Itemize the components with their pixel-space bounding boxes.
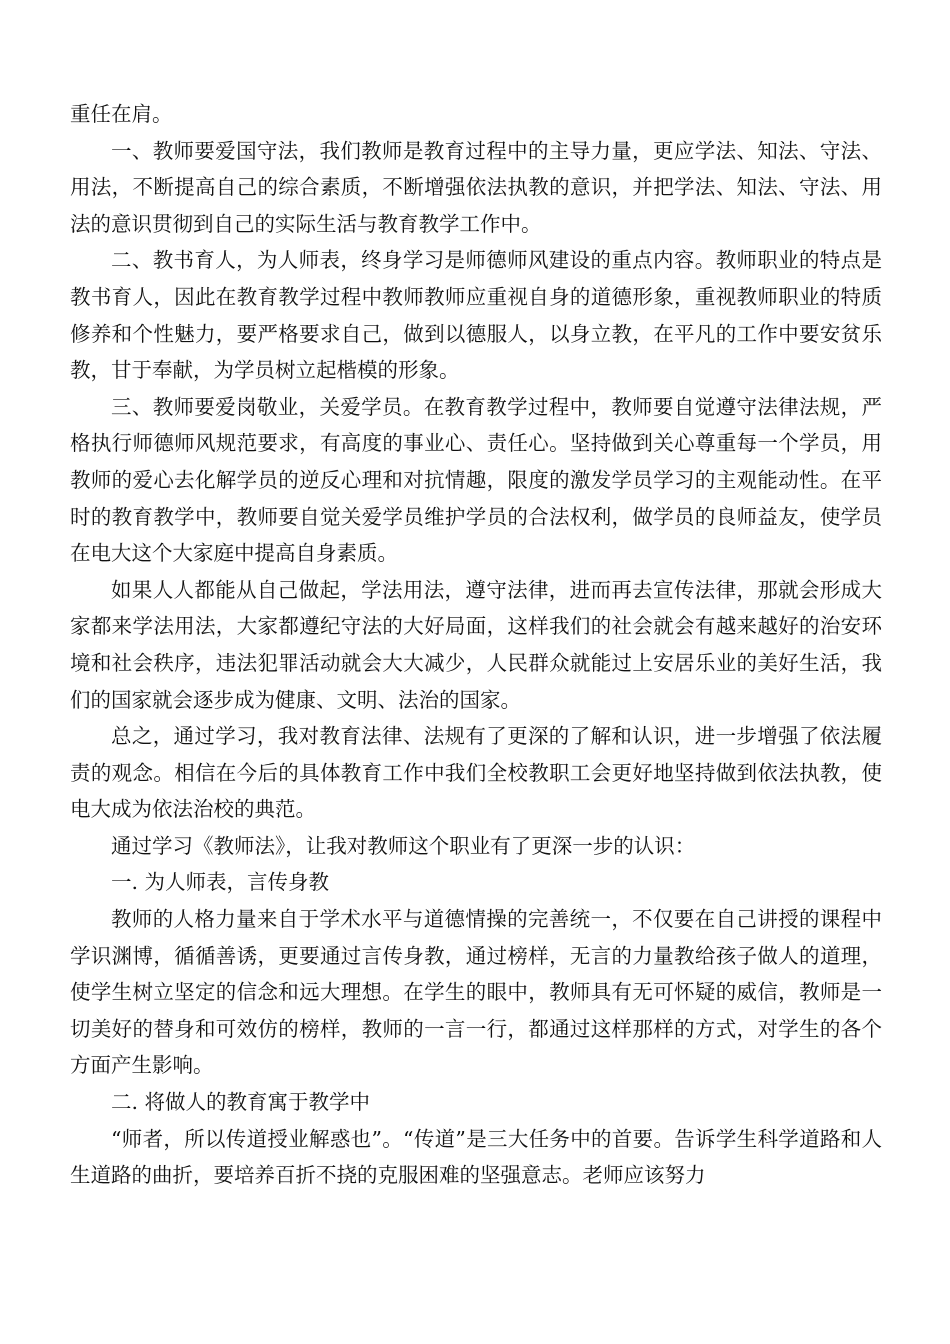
section-heading-1: 一. 为人师表，言传身教 <box>111 870 330 895</box>
paragraph-3: 二、教书育人，为人师表，终身学习是师德师风建设的重点内容。教师职业的特点是教书育人，因此在教育教学过程中教师教师应重视自身的道德形象，重视教师职业的特质修养和个性魅力，要严格要求自己，做到以德服人，以身立教，在平凡的工作中要安贫乐教，甘于奉献，为学员树立起楷模的形象。 <box>70 248 882 383</box>
paragraph-8: 教师的人格力量来自于学术水平与道德情操的完善统一，不仅要在自己讲授的课程中学识渊博，循循善诱，更要通过言传身教，通过榜样，无言的力量教给孩子做人的道理，使学生树立坚定的信念和远大理想。在学生的眼中，教师具有无可怀疑的威信，教师是一切美好的替身和可效仿的榜样，教师的一言一行，都通过这样那样的方式，对学生的各个方面产生影响。 <box>70 907 882 1078</box>
paragraph-6: 总之，通过学习，我对教育法律、法规有了更深的了解和认识，进一步增强了依法履责的观念。相信在今后的具体教育工作中我们全校教职工会更好地坚持做到依法执教，使电大成为依法治校的典范。 <box>70 724 882 822</box>
document-page <box>70 96 882 1194</box>
section-heading-2: 二. 将做人的教育寓于教学中 <box>111 1090 371 1115</box>
paragraph-1: 重任在肩。 <box>70 102 173 126</box>
paragraph-2: 一、教师要爱国守法，我们教师是教育过程中的主导力量，更应学法、知法、守法、用法，不断提高自己的综合素质，不断增强依法执教的意识，并把学法、知法、守法、用法的意识贯彻到自己的实际生活与教育教学工作中。 <box>70 138 882 236</box>
paragraph-9: “师者，所以传道授业解惑也”。“传道”是三大任务中的首要。告诉学生科学道路和人生道路的曲折，要培养百折不挠的克服困难的坚强意志。老师应该努力 <box>70 1126 882 1188</box>
paragraph-7: 通过学习《教师法》，让我对教师这个职业有了更深一步的认识： <box>111 833 696 858</box>
paragraph-5: 如果人人都能从自己做起，学法用法，遵守法律，进而再去宣传法律，那就会形成大家都来学法用法，大家都遵纪守法的大好局面，这样我们的社会就会有越来越好的治安环境和社会秩序，违法犯罪活动就会大大减少，人民群众就能过上安居乐业的美好生活，我们的国家就会逐步成为健康、文明、法治的国家。 <box>70 577 882 712</box>
paragraph-4: 三、教师要爱岗敬业，关爱学员。在教育教学过程中，教师要自觉遵守法律法规，严格执行师德师风规范要求，有高度的事业心、责任心。坚持做到关心尊重每一个学员，用教师的爱心去化解学员的逆反心理和对抗情趣，限度的激发学员学习的主观能动性。在平时的教育教学中，教师要自觉关爱学员维护学员的合法权利，做学员的良师益友，使学员在电大这个大家庭中提高自身素质。 <box>70 394 882 566</box>
